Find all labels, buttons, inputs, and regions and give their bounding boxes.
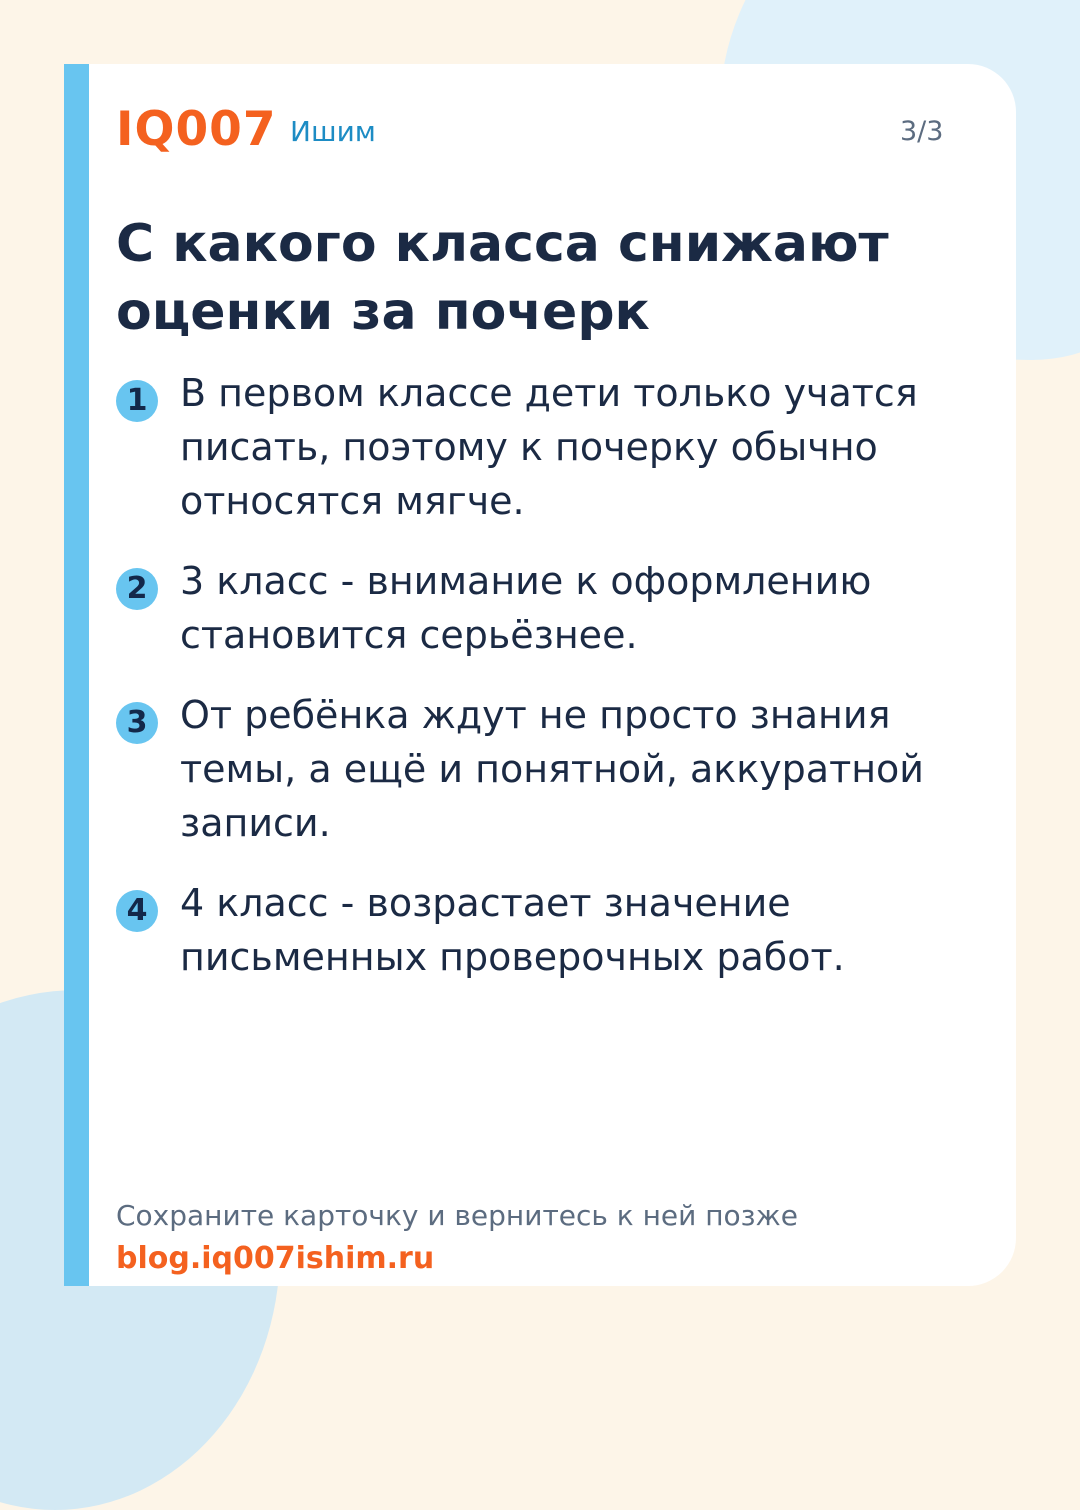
list-item <box>116 554 996 662</box>
list-item <box>116 366 996 528</box>
number-badge: 2 <box>116 568 158 610</box>
list-item-text: От ребёнка ждут не просто знания темы, а ещё и понятной, аккуратной записи. <box>180 693 925 845</box>
number-badge: 1 <box>116 380 158 422</box>
footer-note: Сохраните карточку и вернитесь к ней позже <box>116 1199 798 1232</box>
list-item-text: В первом классе дети только учатся писать, поэтому к почерку обычно относятся мягче. <box>180 371 918 523</box>
list-item-text: 4 класс - возрастает значение письменных проверочных работ. <box>180 881 845 979</box>
list-item-text: 3 класс - внимание к оформлению становится серьёзнее. <box>180 559 872 657</box>
list-item <box>116 876 996 984</box>
brand-logo: IQ007 <box>116 102 277 157</box>
tips-list <box>116 366 996 984</box>
slide-counter: 3/3 <box>900 116 944 147</box>
card-title: С какого класса снижают оценки за почерк <box>116 214 889 342</box>
number-badge: 4 <box>116 890 158 932</box>
blog-link[interactable]: blog.iq007ishim.ru <box>116 1241 435 1276</box>
info-card <box>64 64 1016 1286</box>
number-badge: 3 <box>116 702 158 744</box>
list-item <box>116 688 996 850</box>
card-accent-bar <box>64 64 89 1286</box>
city-label: Ишим <box>290 115 376 148</box>
